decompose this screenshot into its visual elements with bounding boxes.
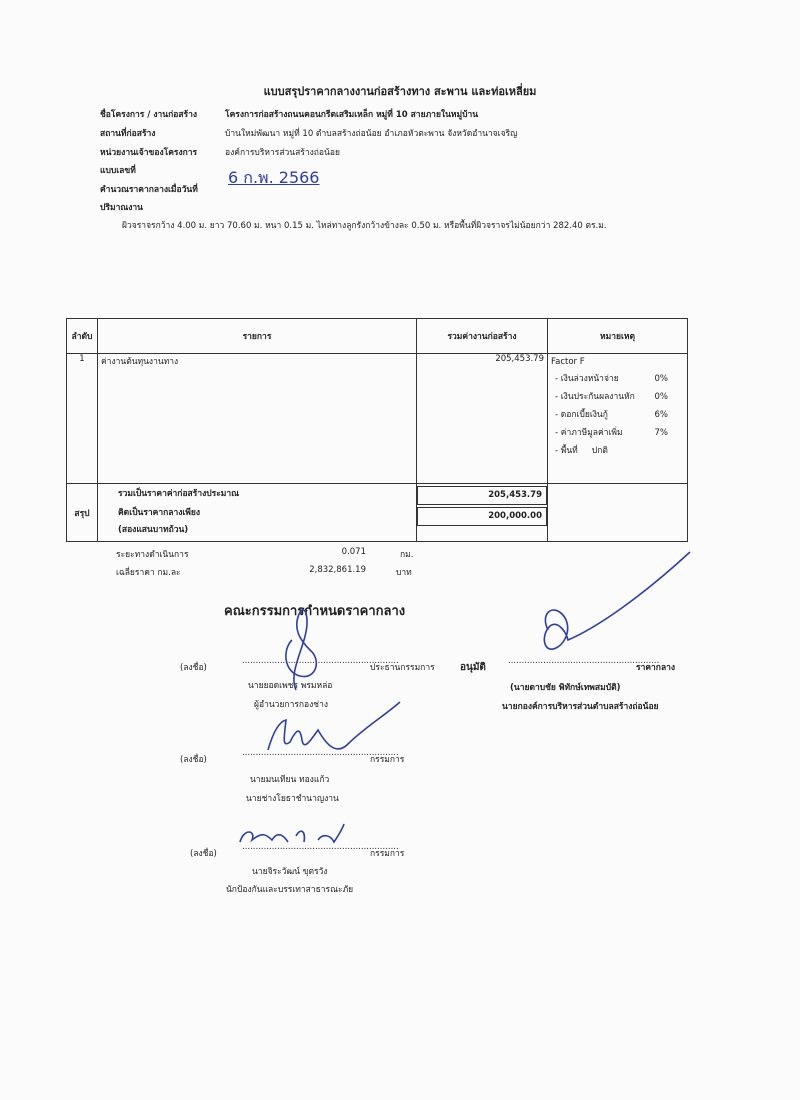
total-label: รวมเป็นราคาค่าก่อสร้างประมาณ bbox=[118, 489, 240, 499]
signer-name: นายยอดเพชร พรมหล่อ bbox=[248, 681, 333, 691]
sign-prefix: (ลงชื่อ) bbox=[190, 849, 217, 859]
sign-prefix: (ลงชื่อ) bbox=[180, 755, 207, 765]
total-value: 205,453.79 bbox=[417, 486, 547, 505]
project-name-label: ชื่อโครงการ / งานก่อสร้าง bbox=[100, 110, 198, 120]
signer-position: ผู้อำนวยการกองช่าง bbox=[254, 700, 329, 710]
summary-label: สรุป bbox=[67, 484, 98, 542]
signature-mark bbox=[240, 824, 344, 842]
approver-name: (นายดาบชัย พิทักษ์เทพสมบัติ) bbox=[510, 683, 621, 693]
factor-item: - ดอกเบี้ยเงินกู้ 6% bbox=[555, 410, 668, 420]
header-cost: รวมค่างานก่อสร้าง bbox=[417, 319, 548, 354]
amount-in-words: (สองแสนบาทถ้วน) bbox=[118, 525, 189, 535]
factor-f-label: Factor F bbox=[551, 357, 585, 367]
owner-label: หน่วยงานเจ้าของโครงการ bbox=[100, 148, 198, 158]
avg-price-value: 2,832,861.19 bbox=[309, 565, 366, 575]
quantity-label: ปริมาณงาน bbox=[100, 203, 143, 213]
avg-price-label: เฉลี่ยราคา กม.ละ bbox=[116, 568, 181, 578]
signature-mark bbox=[268, 702, 400, 750]
approval-line: ........................................................ bbox=[508, 656, 660, 666]
factor-item: - เงินประกันผลงานหัก 0% bbox=[555, 392, 668, 402]
drawing-no-label: แบบเลขที่ bbox=[100, 166, 136, 176]
header-item: รายการ bbox=[98, 319, 417, 354]
sign-line: .......................................................... bbox=[242, 656, 399, 666]
signature-mark bbox=[286, 610, 316, 690]
header-no: ลำดับ bbox=[67, 319, 98, 354]
avg-price-unit: บาท bbox=[396, 568, 412, 578]
signer-name: นายมนเทียน ทองแก้ว bbox=[250, 775, 330, 785]
sign-prefix: (ลงชื่อ) bbox=[180, 663, 207, 673]
date-stamp: 6 ก.พ. 2566 bbox=[228, 168, 320, 187]
row-item: ค่างานต้นทุนงานทาง bbox=[98, 354, 417, 484]
factor-item: - เงินล่วงหน้าจ่าย 0% bbox=[555, 374, 668, 384]
row-no: 1 bbox=[67, 354, 98, 484]
signer-name: นายจิระวัฒน์ ขุตรวัง bbox=[252, 867, 328, 877]
distance-label: ระยะทางดำเนินการ bbox=[116, 550, 189, 560]
calc-date-label: คำนวณราคากลางเมื่อวันที่ bbox=[100, 185, 198, 195]
location-label: สถานที่ก่อสร้าง bbox=[100, 129, 156, 139]
sign-role: กรรมการ bbox=[370, 755, 405, 765]
approval-label: อนุมัติ bbox=[460, 662, 486, 673]
signer-position: นายช่างโยธาชำนาญงาน bbox=[246, 794, 339, 804]
distance-value: 0.071 bbox=[341, 547, 366, 557]
distance-unit: กม. bbox=[400, 550, 414, 560]
row-cost: 205,453.79 bbox=[417, 354, 548, 484]
rounded-label: คิดเป็นราคากลางเพียง bbox=[118, 508, 201, 518]
rounded-value: 200,000.00 bbox=[417, 507, 547, 526]
committee-title: คณะกรรมการกำหนดราคากลาง bbox=[224, 604, 406, 619]
work-description: ผิวจราจรกว้าง 4.00 ม. ยาว 70.60 ม. หนา 0.15 ม. ไหล่ทางลูกรังกว้างข้างละ 0.50 ม. หรือพื้นที่ผิวจราจรไม่น้อยกว่า 282.40 ตร.ม. bbox=[122, 221, 607, 231]
location-value: บ้านใหม่พัฒนา หมู่ที่ 10 ตำบลสร้างถ่อน้อย อำเภอหัวตะพาน จังหวัดอำนาจเจริญ bbox=[225, 129, 518, 139]
approval-suffix: ราคากลาง bbox=[636, 663, 676, 673]
factor-item: - ค่าภาษีมูลค่าเพิ่ม 7% bbox=[555, 428, 668, 438]
sign-role: กรรมการ bbox=[370, 849, 405, 859]
signature-mark bbox=[544, 552, 690, 649]
signer-position: นักป้องกันและบรรเทาสาธารณะภัย bbox=[226, 885, 354, 895]
owner-value: องค์การบริหารส่วนสร้างถ่อน้อย bbox=[225, 148, 340, 158]
document-title: แบบสรุปราคากลางงานก่อสร้างทาง สะพาน และท่อเหลี่ยม bbox=[263, 85, 537, 98]
approver-position: นายกองค์การบริหารส่วนตำบลสร้างถ่อน้อย bbox=[502, 702, 659, 712]
project-name-value: โครงการก่อสร้างถนนคอนกรีตเสริมเหล็ก หมู่ที่ 10 สายภายในหมู่บ้าน bbox=[225, 110, 479, 120]
sign-line: .......................................................... bbox=[242, 842, 399, 852]
sign-line: .......................................................... bbox=[242, 748, 399, 758]
factor-item: - พื้นที่ ปกติ bbox=[555, 446, 608, 456]
sign-role: ประธานกรรมการ bbox=[370, 663, 435, 673]
header-remark: หมายเหตุ bbox=[548, 319, 688, 354]
